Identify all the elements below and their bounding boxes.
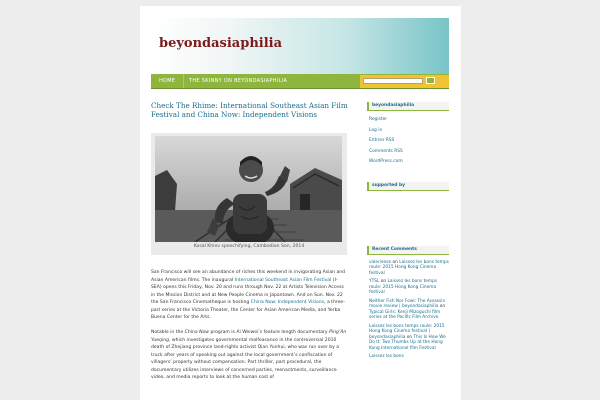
post-paragraph-2 xyxy=(151,329,347,382)
post-paragraph-1 xyxy=(151,269,347,322)
china-now-link[interactable]: China Now: Independent Visions xyxy=(250,300,325,305)
comment-on: on xyxy=(439,304,446,309)
comment-author[interactable]: Neither Fish Nor Fowl: The Assassin movie review | beyondasiaphilia xyxy=(369,298,446,309)
meta-link-login[interactable]: Log in xyxy=(369,127,383,133)
recent-comment xyxy=(367,322,449,353)
meta-link-wordpress[interactable]: WordPress.com xyxy=(369,159,403,164)
comment-author[interactable]: Laissez les bons xyxy=(369,354,404,359)
p2-text-b: program is Ai Weiwei’s feature length documentary xyxy=(209,330,330,335)
recent-comments-title: Recent Comments xyxy=(367,246,449,255)
photo-caption: Kosal Khiev speechifying, Cambodian Son, 2014 xyxy=(193,244,305,249)
search-button[interactable] xyxy=(426,77,435,84)
main-nav xyxy=(151,74,449,89)
nav-item-home[interactable]: HOME xyxy=(151,74,184,88)
page-container xyxy=(140,6,461,400)
recent-comments-widget xyxy=(367,246,449,361)
comment-on: on xyxy=(380,279,387,284)
recent-comments-list xyxy=(367,258,449,361)
meta-widget-title: beyondasiaphilia xyxy=(367,102,449,111)
supported-widget xyxy=(367,182,449,191)
p2-text-c: , which investigates governmental malfeasance in the controversial 2010 death of Zhejiang province land-rights activist Qian Yunhui, who was run over by a truck after years of speaking out against the local government’s confiscation of villagers’ property without compensation. Part thriller, part procedural, the documentary utilizes interviews of concerned parties, reenactments, surveillance video, and media reports to look at the human cost of xyxy=(151,337,340,380)
search-input[interactable] xyxy=(363,78,423,84)
site-header xyxy=(151,18,449,75)
p1-text-a: San Francisco will see an abundance of riches this weekend in invigorating Asian and Asian American films. The inaugural xyxy=(151,270,346,283)
recent-comment xyxy=(367,297,449,322)
comment-on: on xyxy=(392,259,398,265)
comment-post-link[interactable]: This Is How We Do It: Two Thumbs Up at the Hong Kong International film Festival xyxy=(369,334,446,351)
post-title[interactable]: Check The Rhime: International Southeast Asian Film Festival and China Now: Independent Visions xyxy=(151,101,348,119)
post-photo xyxy=(155,136,342,242)
meta-link-comments-rss[interactable]: Comments RSS xyxy=(369,148,403,154)
supported-widget-title: supported by xyxy=(367,182,449,191)
meta-link-entries-rss[interactable]: Entries RSS xyxy=(369,138,395,143)
post-figure xyxy=(151,133,347,255)
comment-post-link[interactable]: Laissez les bons temps roule: 2015 Hong Kong Cinema festival xyxy=(369,259,449,276)
site-title[interactable]: beyondasiaphilia xyxy=(159,36,283,51)
recent-comment xyxy=(367,278,449,298)
meta-links xyxy=(367,115,449,168)
comment-author[interactable]: valerieose xyxy=(369,259,392,265)
p2-text-a: Notable in the xyxy=(151,330,185,335)
p1-text-c: , a three-part series at the Victoria Theater, the Center for Asian American Media, and Yerba Buena Center for the Arts. xyxy=(151,300,345,320)
comment-author[interactable]: YTSL xyxy=(369,279,380,284)
p1-text-b: (I-SEA) opens this Friday, Nov. 20 and runs through Nov. 22 at Artists Television Access in the Mission District and at New People Cinema in Japantown. And on Sun. Nov. 22 the San Francisco Cinematheque is hosting xyxy=(151,277,344,305)
comment-post-link[interactable]: Typical Girls: Kenji Mizoguchi film series at the Pacific Film Archive xyxy=(369,309,441,320)
isea-link[interactable]: International Southeast Asian Film Festival xyxy=(234,277,332,283)
p2-em-1: China Now xyxy=(184,330,209,335)
recent-comment xyxy=(367,353,449,362)
comment-author[interactable]: Laissez les bons temps roule: 2015 Hong Kong Cinema festival | beyondasiaphilia xyxy=(369,323,445,340)
nav-item-skinny[interactable]: THE SKINNY ON BEYONDASIAPHILIA xyxy=(189,78,288,84)
p2-em-2: Ping’An Yueqing xyxy=(151,330,347,343)
search-area xyxy=(360,75,449,88)
comment-post-link[interactable]: Laissez les bons temps roule: 2015 Hong Kong Cinema festival xyxy=(369,279,438,295)
meta-link-register[interactable]: Register xyxy=(369,117,388,122)
comment-on: on xyxy=(406,334,413,340)
recent-comment xyxy=(367,258,449,278)
meta-widget xyxy=(367,102,449,168)
post-body xyxy=(151,269,347,389)
